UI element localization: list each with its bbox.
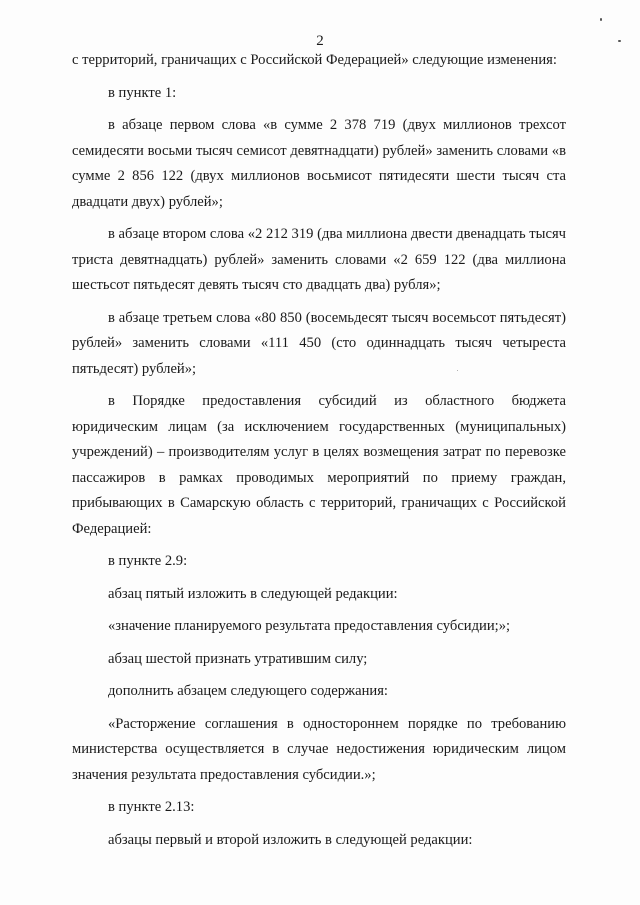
paragraph-add-abzac: дополнить абзацем следующего содержания:	[108, 683, 388, 699]
paragraph-first-abzac: в абзаце первом слова «в сумме 2 378 719 (двух миллионов трехсот семидесяти восьми тысяч семисот девятнадцати) рублей» заменить словами «в сумме 2 856 122 (двух миллионов восьмисот пятидесяти шести тысяч ста двадцати двух) рублей»;	[72, 117, 566, 210]
paragraph-item-1: в пункте 1:	[108, 84, 177, 101]
paragraph-quote-termination: «Расторжение соглашения в одностороннем порядке по требованию министерства осуществляется в случае недостижения юридическим лицом значения результата предоставления субсидии.»;	[72, 715, 566, 783]
scan-speck	[600, 18, 602, 21]
paragraph-procedure: в Порядке предоставления субсидий из областного бюджета юридическим лицам (за исключением государственных (муниципальных) учреждений) – производителям услуг в целях возмещения затрат по перевозке пассажиров в рамках проводимых мероприятий по приему граждан, прибывающих в Самарскую область с территорий, граничащих с Российской Федерацией:	[72, 393, 566, 537]
paragraph-first-second-abzac: абзацы первый и второй изложить в следующей редакции:	[108, 831, 473, 848]
paragraph-third-abzac: в абзаце третьем слова «80 850 (восемьдесят тысяч восемьсот пятьдесят) рублей» заменить словами «111 450 (сто одиннадцать тысяч четыреста пятьдесят) рублей»;	[72, 309, 566, 377]
paragraph-fifth-abzac: абзац пятый изложить в следующей редакции:	[108, 585, 398, 602]
page-number: 2	[316, 33, 324, 49]
paragraph-quote-value: «значение планируемого результата предоставления субсидии;»;	[108, 618, 511, 634]
paragraph-item-2-13: в пункте 2.13:	[108, 799, 195, 815]
document-body	[72, 48, 566, 853]
paragraph-item-2-9: в пункте 2.9:	[108, 553, 188, 569]
paragraph-second-abzac: в абзаце втором слова «2 212 319 (два миллиона двести двенадцать тысяч триста девятнадцать) рублей» заменить словами «2 659 122 (два миллиона шестьсот пятьдесят девять тысяч сто двадцать два) рубля»;	[72, 226, 566, 293]
paragraph-sixth-abzac: абзац шестой признать утратившим силу;	[108, 650, 368, 667]
paragraph-continuation: с территорий, граничащих с Российской Федерацией» следующие изменения:	[72, 52, 557, 68]
